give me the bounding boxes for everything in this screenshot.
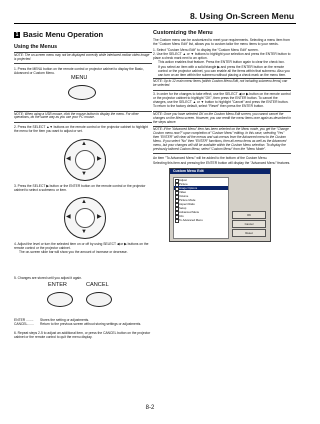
legend-enter-value: Stores the setting or adjustments.: [40, 318, 90, 323]
menu-list-item-label: Video: [179, 189, 187, 194]
header-rule: [14, 23, 296, 24]
legend-cancel: [14, 322, 152, 326]
left-column: [14, 30, 152, 339]
arrow-down-icon: ▼: [81, 228, 87, 235]
example-text-2: Selecting this item and pressing the ENTER button will display the "Advanced Menu" features.: [153, 160, 291, 165]
page-header-title: 8. Using On-Screen Menu: [190, 11, 295, 21]
divider: [14, 63, 152, 64]
custom-step-2: 2. Use the SELECT ▲ or ▼ buttons to highlight your selection and press the ENTER button to place a check mark next to an option.: [153, 52, 291, 61]
select-pad-illustration-2: [56, 196, 116, 238]
menu-list-item-label: To Advanced Menu: [179, 217, 203, 222]
divider: [14, 122, 152, 123]
arrow-up-icon: ▲: [81, 198, 87, 205]
note-ok-selected: NOTE: Once you have selected OK on the Custom Menu Edit screen, you cannot cancel the changes on the Menu screen. However, you can reedit the menu items over again as described in the steps above.: [153, 112, 291, 124]
legend-cancel-key: CANCEL.......: [14, 322, 34, 327]
menu-list-item-label: Setup: [179, 205, 187, 210]
menu-item-list: [173, 177, 229, 239]
example-text-1: An item "To Advanced Menu" will be added to the bottom of the Custom Menu.: [153, 155, 268, 160]
note-advanced-menu: NOTE: If the "Advanced Menu" item has been selected on the Menu mode, you get the "Change Custom menu now?" upon completion of "Custom Menu" editing. In this case, selecting "Yes" then "ENTER" will clear all the menus and sub-menus from the Advanced menu to the Custom Menu. If you select "No" then "ENTER" functions, then all menu items as well as the Advanced menu, but your changes will still be available within the Custom Menu selection. To display the previously tailored Custom Menu, select "Custom Menu" from the "Menu Mode".: [153, 127, 289, 151]
enter-cancel-illustration: [14, 280, 152, 318]
note-max-items: NOTE: Up to 12 main menu items (within Custom Menu Edit, not including submenu items) can be selected.: [153, 79, 288, 88]
cancel-button-icon: [86, 292, 112, 307]
menu-list-item-label: Picture: [179, 181, 188, 186]
menu-list-item-label: Picture Mode: [179, 197, 196, 202]
cancel-button[interactable]: Cancel: [232, 220, 266, 228]
reset-button[interactable]: Reset: [232, 229, 266, 237]
page-number: 8-2: [145, 405, 155, 411]
customizing-intro: The Custom menu can be customized to meet your requirements. Selecting a menu item from the "Custom Menu Edit" list, allows you to custom tailor the menu items to your needs.: [153, 38, 290, 47]
cancel-label: CANCEL: [86, 282, 109, 289]
step-5: 5. Changes are stored until you adjust it again.: [14, 275, 82, 280]
menu-button-icon: [68, 85, 96, 100]
section-title-text: Basic Menu Operation: [23, 30, 104, 39]
arrow-right-icon: ▶: [97, 155, 102, 162]
right-column: [153, 30, 291, 242]
enter-label: ENTER: [48, 282, 67, 289]
legend-cancel-value: Return to the previous screen without storing settings or adjustments.: [40, 322, 142, 327]
menu-list-item-label: Adjust: [179, 177, 187, 182]
window-title: Custom Menu Edit: [173, 169, 204, 174]
enter-center-icon: [75, 208, 95, 228]
step-2: 2. Press the SELECT ▲▼ buttons on the remote control or the projector cabinet to highlight the menu for the item you want to adjust or set.: [14, 125, 149, 134]
menu-list-item-label: Info: [179, 213, 184, 218]
menu-list-item-label: Volume: [179, 193, 189, 198]
arrow-right-icon: ▶: [97, 213, 102, 220]
subsection-title-customizing: Customizing the Menu: [153, 30, 213, 36]
step-4: 4. Adjust the level or turn the selected item on or off by using SELECT ◀ or ▶ buttons on the remote control or the projector cabinet.: [14, 241, 149, 250]
divider: [153, 90, 291, 91]
ok-button[interactable]: OK: [232, 211, 266, 219]
window-titlebar: [170, 169, 270, 174]
divider: [153, 153, 291, 154]
custom-step-3: 3. In order for the changes to take effect, use the SELECT ◀ or ▶ button on the remote control or the projector cabinet to highlight "OK", then press the ENTER button. To cancel the changes, use the SELECT ▲ or ▼ button to highlight "Cancel" and press the ENTER button. To return to the factory default, select "Reset" then press the ENTER button.: [153, 91, 291, 108]
section-number: 1: [15, 32, 19, 38]
select-pad-illustration-1: [56, 138, 116, 180]
section-title: [14, 30, 152, 39]
checkbox-icon[interactable]: [175, 219, 179, 223]
note-interlaced: NOTE: The on-screen menu may not be displayed correctly while interlaced motion video image is projected.: [14, 53, 150, 61]
menu-list-item-label: Aspect Ratio: [179, 201, 195, 206]
custom-step-2b: This action enables that feature. Press the ENTER button again to clear the check box.: [158, 60, 285, 65]
arrow-down-icon: ▼: [81, 170, 87, 177]
menu-button-illustration: [14, 75, 152, 109]
menu-list-item[interactable]: [174, 218, 228, 222]
subsection-title-menus: Using the Menus: [14, 44, 58, 50]
step-3: 3. Press the SELECT ▶ button or the ENTER button on the remote control or the projector cabinet to select a submenu or item.: [14, 183, 146, 192]
spacer: [14, 254, 152, 276]
step-6: 6. Repeat steps 2-5 to adjust an additional item, or press the CANCEL button on the projector cabinet or the remote control to quit the menu display.: [14, 331, 151, 340]
divider: [14, 111, 152, 112]
enter-center-icon: [75, 150, 95, 170]
custom-step-2c: If you select an item with a solid triangle ▶ and press the ENTER button on the remote control or the projector cabinet, you can enable all the items within that submenu. Also you can turn on an item within the submenu without placing a check mark on the menu item.: [158, 64, 290, 77]
menu-list-item-label: Image Options: [179, 185, 198, 190]
step-4-detail: The on-screen slide bar will show you the amount of increase or decrease.: [19, 249, 128, 254]
custom-menu-edit-screenshot: [169, 168, 271, 242]
legend-enter-key: ENTER ........: [14, 318, 34, 323]
custom-step-1: 1. Select "Custom Menu Edit" to display the "Custom Menu Edit" screen.: [153, 48, 259, 53]
enter-button-icon: [47, 292, 73, 307]
menu-label: MENU: [71, 75, 88, 81]
arrow-left-icon: ◀: [66, 155, 71, 162]
arrow-left-icon: ◀: [66, 213, 71, 220]
note-usb-mouse: NOTE: When using a USB mouse, click the mouse button to display the menu. For other operations, do the same way as you use your PC mouse.: [14, 111, 139, 120]
arrow-up-icon: ▲: [81, 140, 87, 147]
menu-list-item-label: Advanced Menu: [179, 209, 200, 214]
step-1: 1. Press the MENU button on the remote control or projector cabinet to display the Basic, Advanced or Custom Menu.: [14, 66, 144, 75]
